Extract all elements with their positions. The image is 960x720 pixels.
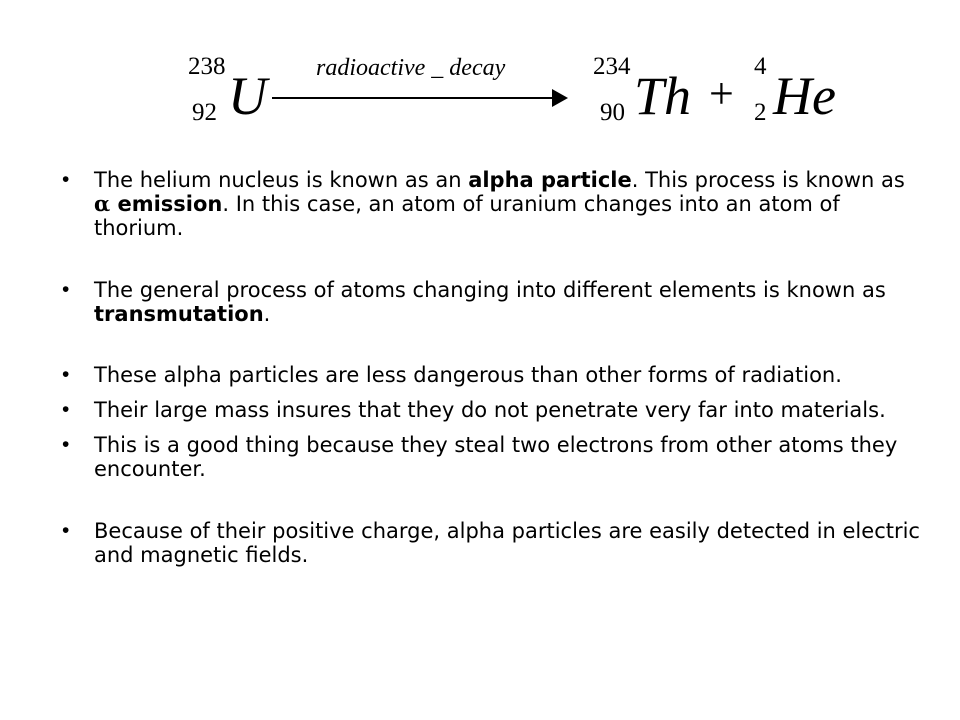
bullet-list xyxy=(62,168,922,567)
helium-symbol: He xyxy=(773,66,836,126)
bullet-text: . xyxy=(263,302,271,326)
bullet-text: Because of their positive charge, alpha particles are easily detected in electric and magnetic fields. xyxy=(94,519,920,567)
thorium-atomic-number: 90 xyxy=(600,99,625,126)
bullet-item xyxy=(62,168,922,240)
bullet-text: The helium nucleus is known as an xyxy=(94,168,469,192)
helium-mass-number: 4 xyxy=(754,53,767,80)
reaction-arrow xyxy=(272,50,572,110)
alpha-symbol: α xyxy=(94,191,111,216)
bullet-text: This is a good thing because they steal two electrons from other atoms they encounter. xyxy=(94,433,898,481)
bullet-text: The general process of atoms changing into different elements is known as xyxy=(94,278,886,302)
thorium-symbol: Th xyxy=(634,66,692,126)
bullet-item xyxy=(62,363,922,387)
bullet-text: . In this case, an atom of uranium changes into an atom of thorium. xyxy=(94,192,840,240)
bullet-item xyxy=(62,433,922,481)
decay-equation xyxy=(188,42,836,132)
helium-atomic-number: 2 xyxy=(754,99,767,126)
arrow-label: radioactive _ decay xyxy=(316,55,506,81)
plus-sign: + xyxy=(709,69,734,118)
bullet-item xyxy=(62,398,922,422)
bold-term: transmutation xyxy=(94,302,264,326)
bullet-text: . This process is known as xyxy=(631,168,905,192)
bold-term: emission xyxy=(110,192,223,216)
bullet-text: These alpha particles are less dangerous than other forms of radiation. xyxy=(94,363,842,387)
bullet-item xyxy=(62,278,922,326)
uranium-symbol: U xyxy=(228,66,267,126)
bullet-item xyxy=(62,519,922,567)
bold-term: alpha particle xyxy=(468,168,632,192)
arrow-head-icon xyxy=(552,89,568,107)
arrow-shaft xyxy=(272,97,560,99)
thorium-mass-number: 234 xyxy=(593,53,631,80)
uranium-mass-number: 238 xyxy=(188,53,226,80)
uranium-atomic-number: 92 xyxy=(192,99,217,126)
bullet-text: Their large mass insures that they do not penetrate very far into materials. xyxy=(94,398,886,422)
